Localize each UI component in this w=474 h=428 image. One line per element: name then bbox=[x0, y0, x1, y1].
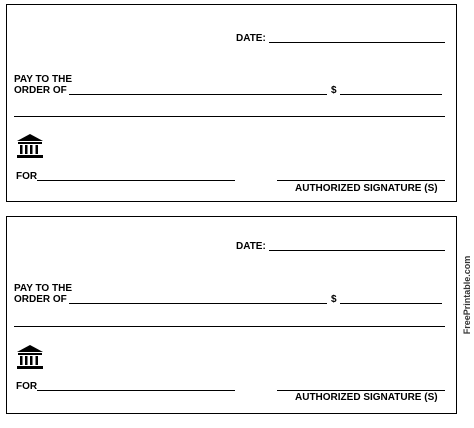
for-label: FOR bbox=[16, 381, 38, 392]
amount-words-line[interactable] bbox=[14, 326, 445, 327]
bank-building-icon bbox=[16, 344, 44, 370]
dollar-sign: $ bbox=[331, 294, 337, 305]
amount-line[interactable] bbox=[340, 94, 442, 95]
date-line[interactable] bbox=[269, 250, 445, 251]
amount-words-line[interactable] bbox=[14, 116, 445, 117]
pay-to-label-line1: PAY TO THE bbox=[14, 283, 72, 294]
memo-line[interactable] bbox=[37, 390, 235, 391]
pay-to-label-line2: ORDER OF bbox=[14, 85, 67, 96]
signature-line[interactable] bbox=[277, 180, 445, 181]
blank-check-2 bbox=[6, 216, 457, 414]
signature-label: AUTHORIZED SIGNATURE (S) bbox=[295, 183, 438, 194]
memo-line[interactable] bbox=[37, 180, 235, 181]
date-label: DATE: bbox=[236, 241, 266, 252]
pay-to-label-line1: PAY TO THE bbox=[14, 74, 72, 85]
date-label: DATE: bbox=[236, 33, 266, 44]
pay-to-label-line2: ORDER OF bbox=[14, 294, 67, 305]
for-label: FOR bbox=[16, 171, 38, 182]
bank-building-icon bbox=[16, 133, 44, 159]
blank-check-1 bbox=[6, 4, 457, 202]
dollar-sign: $ bbox=[331, 85, 337, 96]
amount-line[interactable] bbox=[340, 303, 442, 304]
payee-line[interactable] bbox=[69, 94, 327, 95]
signature-line[interactable] bbox=[277, 390, 445, 391]
signature-label: AUTHORIZED SIGNATURE (S) bbox=[295, 392, 438, 403]
watermark-text: FreePrintable.com bbox=[462, 255, 472, 335]
payee-line[interactable] bbox=[69, 303, 327, 304]
date-line[interactable] bbox=[269, 42, 445, 43]
